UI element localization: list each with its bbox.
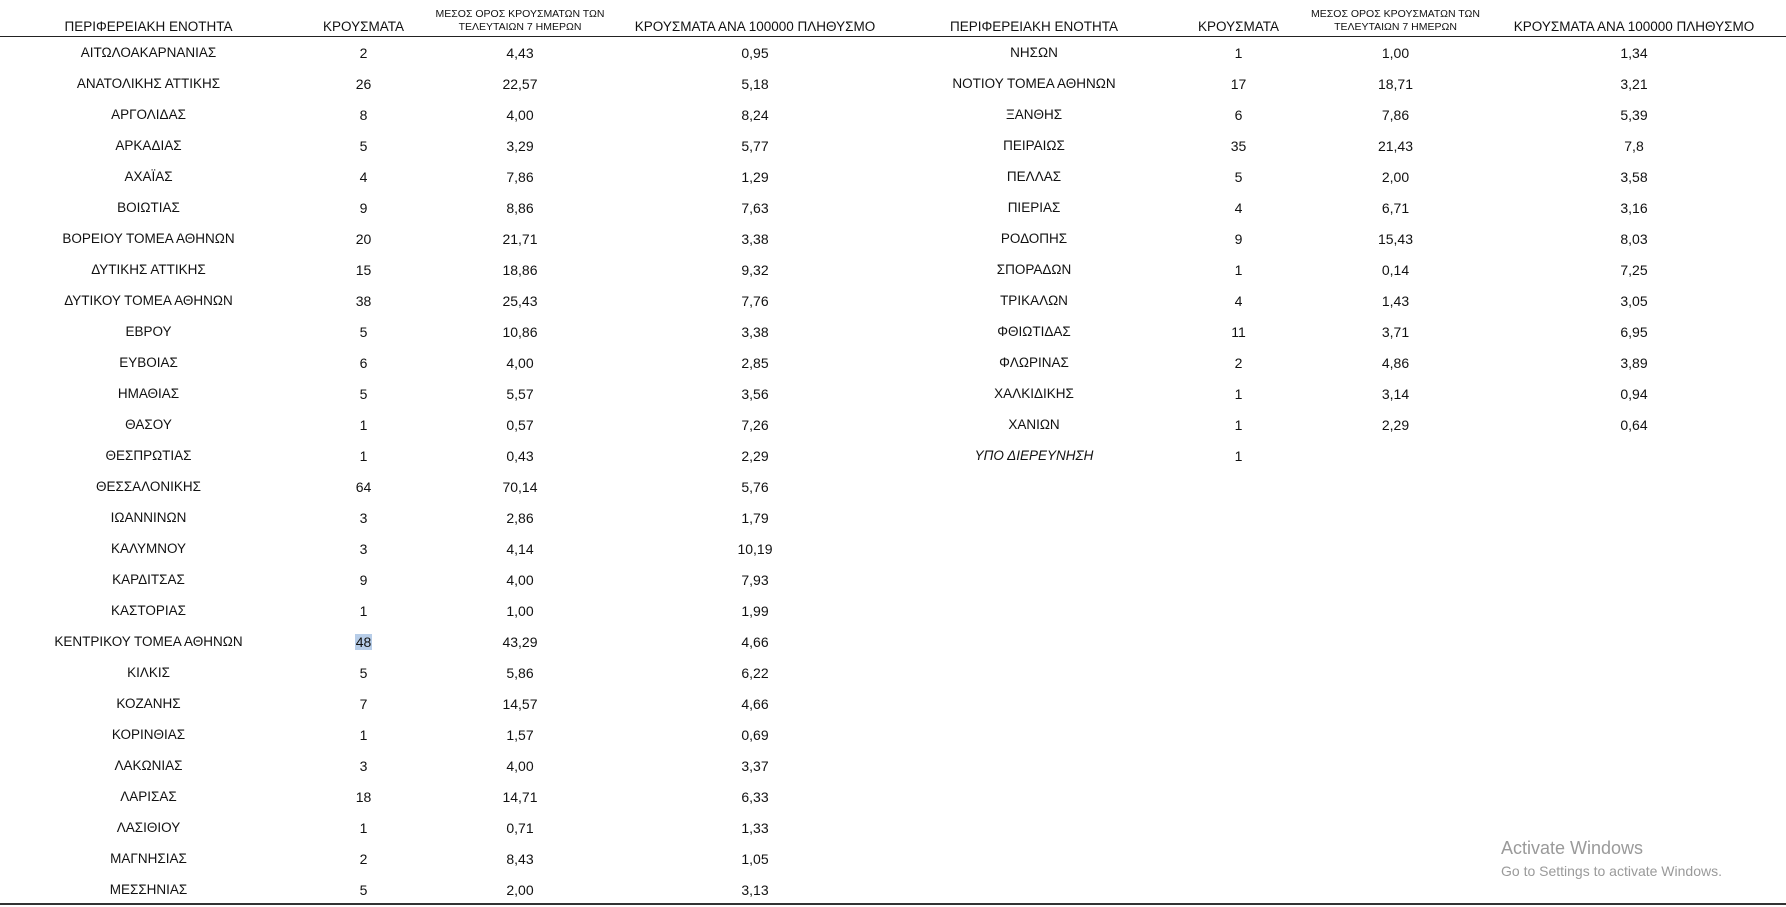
region-cell[interactable]: ΚΑΛΥΜΝΟΥ [110,541,187,556]
cases-cell[interactable]: 5 [1234,168,1243,185]
avg7-cell[interactable]: 0,57 [506,416,534,433]
table-row [0,192,900,223]
table-row [0,285,900,316]
region-cell[interactable]: ΑΡΓΟΛΙΔΑΣ [111,107,186,122]
per100k-cell[interactable]: 1,05 [741,850,769,867]
avg7-cell[interactable]: 21,43 [1377,137,1414,154]
table-row [0,254,900,285]
avg7-cell[interactable]: 4,00 [506,106,534,123]
avg7-cell[interactable]: 6,71 [1381,199,1410,216]
avg7-cell[interactable]: 25,43 [502,292,538,309]
avg7-cell[interactable]: 15,43 [1377,230,1414,247]
avg7-cell[interactable]: 4,14 [506,540,534,557]
table-row [900,68,1786,99]
cases-cell[interactable]: 2 [359,850,368,867]
per100k-cell[interactable]: 3,56 [741,385,769,402]
table-row [0,564,900,595]
per100k-cell[interactable]: 1,99 [741,602,769,619]
avg7-cell[interactable]: 4,00 [506,571,534,588]
region-cell[interactable]: ΘΑΣΟΥ [125,417,172,432]
avg7-cell[interactable]: 7,86 [1381,106,1410,123]
per100k-cell[interactable]: 7,63 [741,199,769,216]
avg7-cell[interactable]: 7,86 [506,168,534,185]
cases-cell[interactable]: 1 [359,416,368,433]
table-row [900,130,1786,161]
per100k-cell[interactable]: 4,66 [741,633,769,650]
region-cell[interactable]: ΡΟΔΟΠΗΣ [1000,231,1068,246]
table-row [0,378,900,409]
region-cell[interactable]: ΗΜΑΘΙΑΣ [117,386,180,401]
region-cell[interactable]: ΙΩΑΝΝΙΝΩΝ [110,510,187,525]
cases-cell[interactable]: 5 [359,385,368,402]
header-avg7[interactable] [430,0,610,37]
per100k-cell[interactable]: 5,76 [741,478,769,495]
avg7-cell[interactable]: 0,43 [506,447,534,464]
table-row [0,37,900,69]
cases-cell[interactable]: 5 [359,323,368,340]
avg7-cell[interactable]: 5,57 [506,385,534,402]
cases-cell[interactable]: 1 [1234,416,1243,433]
cases-cell[interactable]: 6 [1234,106,1243,123]
table-row [0,502,900,533]
region-cell[interactable]: ΚΟΡΙΝΘΙΑΣ [111,727,186,742]
per100k-cell[interactable]: 0,64 [1620,416,1648,433]
region-cell[interactable]: ΒΟΡΕΙΟΥ ΤΟΜΕΑ ΑΘΗΝΩΝ [62,231,235,246]
region-cell[interactable]: ΧΑΝΙΩΝ [1008,417,1060,432]
cases-cell[interactable]: 4 [1234,292,1243,309]
table-row [900,440,1786,471]
header-avg7-line2: ΤΕΛΕΥΤΑΙΩΝ 7 ΗΜΕΡΩΝ [1334,21,1457,33]
avg7-cell[interactable]: 70,14 [502,478,538,495]
table-row [0,657,900,688]
header-per100k[interactable]: ΚΡΟΥΣΜΑΤΑ ΑΝΑ 100000 ΠΛΗΘΥΣΜΟ [610,0,900,37]
watermark-subtitle: Go to Settings to activate Windows. [1501,863,1722,879]
per100k-cell[interactable]: 3,16 [1620,199,1648,216]
region-cell[interactable]: ΘΕΣΣΑΛΟΝΙΚΗΣ [95,479,202,494]
header-row [0,0,900,37]
per100k-cell[interactable]: 2,85 [741,354,769,371]
table-row [0,409,900,440]
region-cell[interactable]: ΑΝΑΤΟΛΙΚΗΣ ΑΤΤΙΚΗΣ [76,76,221,91]
per100k-cell[interactable]: 10,19 [737,540,773,557]
region-cell[interactable]: ΚΑΣΤΟΡΙΑΣ [111,603,186,618]
per100k-cell[interactable]: 6,95 [1620,323,1648,340]
cases-cell[interactable]: 11 [1231,323,1246,340]
region-cell[interactable]: ΦΘΙΩΤΙΔΑΣ [997,324,1071,339]
cases-cell[interactable]: 5 [359,881,368,898]
table-row [0,68,900,99]
table-row [900,99,1786,130]
cases-cell[interactable]: 1 [359,447,368,464]
region-cell[interactable]: ΣΠΟΡΑΔΩΝ [996,262,1072,277]
cases-cell[interactable]: 38 [355,292,372,309]
sheet-bottom-border [0,903,1786,905]
cases-cell[interactable]: 1 [359,819,368,836]
cases-cell[interactable]: 1 [359,726,368,743]
per100k-cell[interactable]: 1,33 [741,819,769,836]
avg7-cell[interactable]: 43,29 [502,633,538,650]
region-cell[interactable]: ΥΠΟ ΔΙΕΡΕΥΝΗΣΗ [974,448,1094,463]
table-row [900,192,1786,223]
avg7-cell[interactable]: 8,43 [506,850,534,867]
table-row [900,316,1786,347]
table-row [0,223,900,254]
per100k-cell[interactable]: 3,89 [1620,354,1648,371]
region-cell[interactable]: ΠΙΕΡΙΑΣ [1007,200,1061,215]
cases-cell[interactable]: 1 [1234,261,1243,278]
per100k-cell[interactable]: 3,05 [1620,292,1648,309]
cases-cell[interactable]: 1 [1234,385,1243,402]
avg7-cell[interactable]: 21,71 [502,230,538,247]
per100k-cell[interactable]: 9,32 [741,261,769,278]
per100k-cell[interactable]: 6,33 [741,788,769,805]
table-row [0,347,900,378]
cases-cell[interactable]: 1 [359,602,368,619]
per100k-cell[interactable]: 3,58 [1620,168,1648,185]
avg7-cell[interactable]: 2,00 [1381,168,1410,185]
cases-cell[interactable]: 5 [359,664,368,681]
table-row [900,285,1786,316]
per100k-cell[interactable]: 0,69 [741,726,769,743]
per100k-cell[interactable]: 7,8 [1624,137,1644,154]
per100k-cell[interactable]: 1,34 [1620,44,1648,61]
cases-cell[interactable]: 26 [355,75,372,92]
region-cell[interactable]: ΝΟΤΙΟΥ ΤΟΜΕΑ ΑΘΗΝΩΝ [952,76,1116,91]
cases-cell[interactable]: 35 [1230,137,1247,154]
table-body-left [0,37,900,906]
cases-cell[interactable]: 20 [355,230,372,247]
per100k-cell[interactable]: 5,77 [741,137,769,154]
header-row [900,0,1786,37]
table-row [0,130,900,161]
region-cell[interactable]: ΕΥΒΟΙΑΣ [119,355,178,370]
avg7-cell[interactable]: 1,43 [1381,292,1410,309]
region-cell[interactable]: ΑΧΑΪΑΣ [124,169,173,184]
header-per100k[interactable]: ΚΡΟΥΣΜΑΤΑ ΑΝΑ 100000 ΠΛΗΘΥΣΜΟ [1482,0,1786,37]
per100k-cell[interactable]: 1,79 [741,509,769,526]
avg7-cell[interactable]: 2,29 [1381,416,1410,433]
region-cell[interactable]: ΘΕΣΠΡΩΤΙΑΣ [105,448,192,463]
cases-cell[interactable]: 9 [1234,230,1243,247]
region-cell[interactable]: ΔΥΤΙΚΗΣ ΑΤΤΙΚΗΣ [91,262,206,277]
table-row [0,626,900,657]
cases-cell[interactable]: 1 [1234,447,1243,464]
avg7-cell[interactable]: 2,00 [506,881,534,898]
avg7-cell[interactable]: 4,00 [506,757,534,774]
table-row [0,719,900,750]
avg7-cell[interactable]: 3,14 [1381,385,1410,402]
avg7-cell[interactable]: 0,14 [1381,261,1410,278]
table-row [900,254,1786,285]
avg7-cell[interactable]: 4,00 [506,354,534,371]
cases-table-right [900,0,1786,471]
cases-cell[interactable]: 2 [359,44,368,61]
table-row [900,347,1786,378]
cases-cell[interactable]: 7 [359,695,368,712]
cases-cell[interactable]: 3 [359,757,368,774]
per100k-cell[interactable]: 8,24 [741,106,769,123]
per100k-cell[interactable]: 2,29 [741,447,769,464]
per100k-cell[interactable]: 3,13 [741,881,769,898]
header-avg7-line2: ΤΕΛΕΥΤΑΙΩΝ 7 ΗΜΕΡΩΝ [458,21,582,33]
cases-cell[interactable]: 64 [355,478,372,495]
cases-cell[interactable]: 3 [359,540,368,557]
per100k-cell[interactable]: 5,18 [741,75,769,92]
cases-cell[interactable]: 4 [359,168,368,185]
table-row [0,874,900,905]
per100k-cell[interactable]: 0,94 [1620,385,1648,402]
avg7-cell[interactable]: 1,00 [1381,44,1410,61]
cases-cell[interactable] [297,626,430,657]
table-row [0,316,900,347]
region-cell[interactable]: ΜΑΓΝΗΣΙΑΣ [110,851,187,866]
header-cases[interactable]: ΚΡΟΥΣΜΑΤΑ [1168,0,1309,37]
cases-cell[interactable]: 1 [1234,44,1243,61]
per100k-cell[interactable]: 1,29 [741,168,769,185]
per100k-cell[interactable]: 3,38 [741,323,769,340]
avg7-cell[interactable]: 14,57 [502,695,538,712]
per100k-cell[interactable] [1482,440,1786,471]
avg7-cell[interactable]: 8,86 [506,199,534,216]
per100k-cell[interactable]: 3,37 [741,757,769,774]
table-row [0,750,900,781]
region-cell[interactable]: ΑΙΤΩΛΟΑΚΑΡΝΑΝΙΑΣ [80,45,217,60]
table-row [0,781,900,812]
table-row [0,812,900,843]
region-cell[interactable]: ΚΕΝΤΡΙΚΟΥ ΤΟΜΕΑ ΑΘΗΝΩΝ [54,634,243,649]
table-row [0,99,900,130]
header-avg7-line1: ΜΕΣΟΣ ΟΡΟΣ ΚΡΟΥΣΜΑΤΩΝ ΤΩΝ [1311,8,1480,20]
watermark-title: Activate Windows [1501,838,1644,858]
avg7-cell[interactable]: 0,71 [506,819,534,836]
table-row [0,533,900,564]
region-cell[interactable]: ΛΑΣΙΘΙΟΥ [116,820,181,835]
region-cell[interactable]: ΦΛΩΡΙΝΑΣ [999,355,1069,370]
per100k-cell[interactable]: 4,66 [741,695,769,712]
region-cell[interactable]: ΠΕΛΛΑΣ [1006,169,1062,184]
avg7-cell[interactable]: 22,57 [502,75,538,92]
per100k-cell[interactable]: 8,03 [1620,230,1648,247]
region-cell[interactable]: ΑΡΚΑΔΙΑΣ [115,138,182,153]
avg7-cell[interactable]: 1,57 [506,726,534,743]
table-row [0,471,900,502]
per100k-cell[interactable]: 5,39 [1620,106,1648,123]
cases-cell[interactable]: 6 [359,354,368,371]
avg7-cell[interactable]: 4,86 [1381,354,1410,371]
region-cell[interactable]: ΧΑΛΚΙΔΙΚΗΣ [994,386,1074,401]
region-cell[interactable]: ΝΗΣΩΝ [1010,45,1058,60]
header-region[interactable]: ΠΕΡΙΦΕΡΕΙΑΚΗ ΕΝΟΤΗΤΑ [900,0,1168,37]
avg7-cell[interactable]: 5,86 [506,664,534,681]
per100k-cell[interactable]: 7,25 [1620,261,1648,278]
table-row [0,440,900,471]
header-cases[interactable]: ΚΡΟΥΣΜΑΤΑ [297,0,430,37]
per100k-cell[interactable]: 6,22 [741,664,769,681]
avg7-cell[interactable]: 10,86 [502,323,538,340]
avg7-cell[interactable]: 18,86 [502,261,538,278]
avg7-cell[interactable]: 3,71 [1381,323,1410,340]
region-cell[interactable]: ΚΟΖΑΝΗΣ [116,696,181,711]
region-cell[interactable]: ΜΕΣΣΗΝΙΑΣ [109,882,188,897]
per100k-cell[interactable]: 7,26 [741,416,769,433]
table-row [900,378,1786,409]
header-avg7[interactable] [1309,0,1482,37]
avg7-cell[interactable]: 2,86 [506,509,534,526]
avg7-cell[interactable]: 4,43 [506,44,534,61]
region-cell[interactable]: ΛΑΚΩΝΙΑΣ [114,758,183,773]
table-body-right [900,37,1786,472]
region-cell[interactable]: ΞΑΝΘΗΣ [1005,107,1063,122]
avg7-cell[interactable]: 1,00 [506,602,534,619]
selected-cell-text: 48 [355,633,372,650]
table-row [900,223,1786,254]
avg7-cell[interactable]: 14,71 [502,788,538,805]
cases-cell[interactable]: 18 [355,788,372,805]
table-row [900,161,1786,192]
per100k-cell[interactable]: 0,95 [741,44,769,61]
table-row [0,161,900,192]
region-cell[interactable]: ΛΑΡΙΣΑΣ [120,789,177,804]
table-row [0,595,900,626]
cases-cell[interactable]: 15 [355,261,372,278]
cases-cell[interactable]: 5 [359,137,368,154]
cases-cell[interactable]: 17 [1230,75,1247,92]
cases-cell[interactable]: 8 [359,106,368,123]
table-row [900,409,1786,440]
avg7-cell[interactable]: 18,71 [1377,75,1414,92]
region-cell[interactable]: ΕΒΡΟΥ [125,324,172,339]
region-cell[interactable]: ΔΥΤΙΚΟΥ ΤΟΜΕΑ ΑΘΗΝΩΝ [64,293,233,308]
per100k-cell[interactable]: 3,21 [1620,75,1648,92]
cases-cell[interactable]: 9 [359,199,368,216]
cases-cell[interactable]: 9 [359,571,368,588]
per100k-cell[interactable]: 3,38 [741,230,769,247]
table-row [0,688,900,719]
region-cell[interactable]: ΤΡΙΚΑΛΩΝ [1000,293,1068,308]
table-row [0,843,900,874]
region-cell[interactable]: ΠΕΙΡΑΙΩΣ [1003,138,1065,153]
per100k-cell[interactable]: 7,76 [741,292,769,309]
table-row [900,37,1786,69]
cases-cell[interactable]: 3 [359,509,368,526]
avg7-cell[interactable]: 3,29 [506,137,534,154]
cases-cell[interactable]: 2 [1234,354,1243,371]
region-cell[interactable]: ΒΟΙΩΤΙΑΣ [117,200,180,215]
per100k-cell[interactable]: 7,93 [741,571,769,588]
header-region[interactable]: ΠΕΡΙΦΕΡΕΙΑΚΗ ΕΝΟΤΗΤΑ [0,0,297,37]
cases-cell[interactable]: 4 [1234,199,1243,216]
header-avg7-line1: ΜΕΣΟΣ ΟΡΟΣ ΚΡΟΥΣΜΑΤΩΝ ΤΩΝ [435,8,605,20]
activate-windows-watermark [1501,838,1722,879]
region-cell[interactable]: ΚΑΡΔΙΤΣΑΣ [112,572,185,587]
region-cell[interactable]: ΚΙΛΚΙΣ [127,665,170,680]
avg7-cell[interactable] [1309,440,1482,471]
